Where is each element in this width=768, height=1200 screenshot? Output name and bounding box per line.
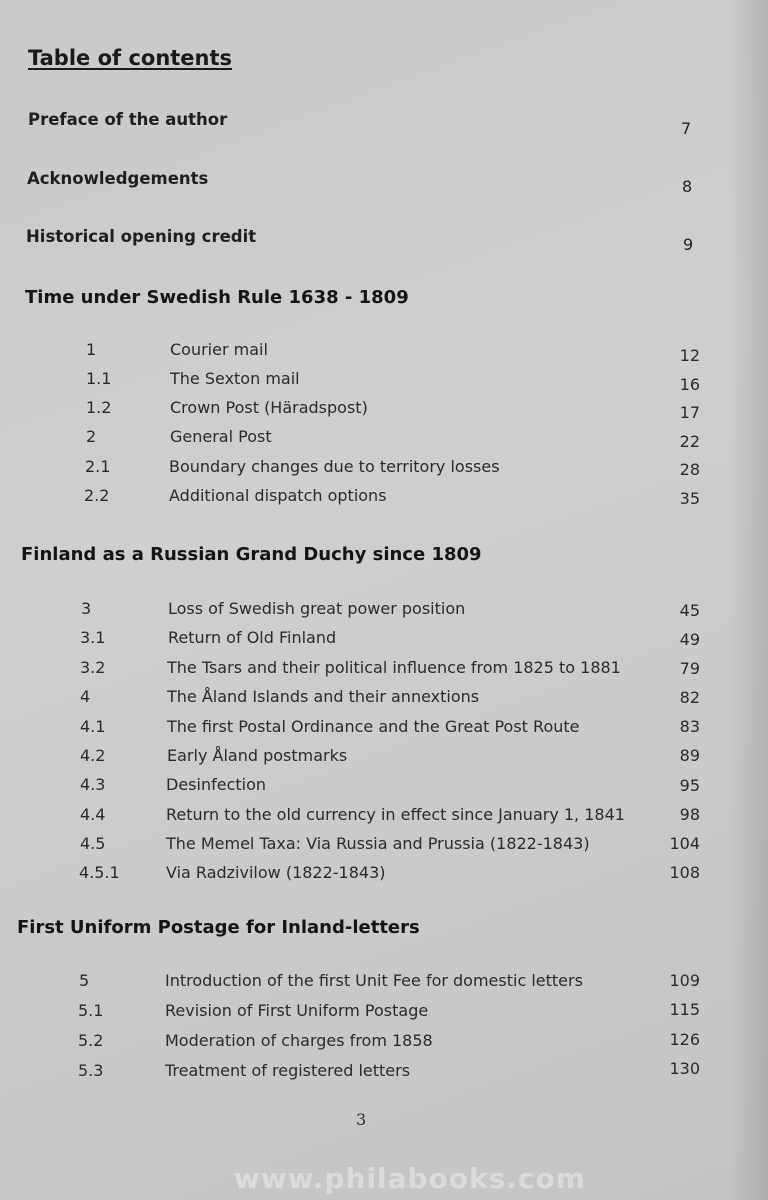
entry-page: 95: [679, 776, 700, 795]
entry-number: 1.2: [86, 398, 112, 417]
entry-page: 35: [679, 489, 700, 508]
entry-page: 115: [669, 1000, 700, 1019]
toc-title: Table of contents: [28, 46, 233, 70]
entry-number: 4.5: [80, 834, 106, 853]
entry-title: General Post: [170, 427, 272, 446]
entry-page: 79: [679, 659, 700, 678]
entry-title: Return to the old currency in effect since January 1, 1841: [166, 805, 625, 824]
entry-number: 3.1: [80, 628, 106, 647]
page-number: 3: [356, 1110, 367, 1129]
entry-title: Introduction of the first Unit Fee for domestic letters: [165, 971, 583, 990]
entry-number: 5.1: [78, 1001, 104, 1020]
entry-title: The first Postal Ordinance and the Great Post Route: [167, 717, 580, 736]
watermark: www.philabooks.com: [234, 1162, 586, 1195]
entry-number: 3.2: [80, 658, 106, 677]
entry-title: Crown Post (Häradspost): [170, 398, 368, 417]
front-matter-label: Preface of the author: [28, 110, 228, 129]
entry-page: 126: [669, 1030, 700, 1049]
entry-title: Desinfection: [166, 775, 267, 794]
front-matter-label: Historical opening credit: [26, 227, 257, 246]
entry-number: 4: [80, 687, 91, 706]
entry-page: 49: [679, 630, 700, 649]
front-matter-page: 7: [681, 119, 692, 138]
front-matter-label: Acknowledgements: [27, 169, 209, 188]
entry-number: 4.3: [80, 775, 106, 794]
entry-number: 5.2: [78, 1031, 104, 1050]
entry-page: 130: [669, 1059, 700, 1078]
entry-page: 17: [679, 403, 700, 422]
page-edge-shadow: [728, 0, 768, 1200]
entry-page: 45: [679, 601, 700, 620]
entry-number: 2: [86, 427, 97, 446]
entry-page: 83: [679, 717, 700, 736]
entry-number: 1: [86, 340, 97, 359]
entry-title: The Tsars and their political influence from 1825 to 1881: [167, 658, 621, 677]
entry-title: Return of Old Finland: [168, 628, 337, 647]
entry-title: Revision of First Uniform Postage: [165, 1001, 429, 1020]
entry-number: 2.1: [85, 457, 111, 476]
entry-title: Loss of Swedish great power position: [168, 599, 466, 618]
entry-page: 28: [679, 460, 700, 479]
front-matter-page: 8: [682, 177, 693, 196]
part-title: Time under Swedish Rule 1638 - 1809: [25, 287, 409, 308]
part-title: First Uniform Postage for Inland-letters: [17, 917, 420, 938]
entry-title: The Memel Taxa: Via Russia and Prussia (1822-1843): [166, 834, 590, 853]
entry-number: 4.5.1: [79, 863, 120, 882]
entry-page: 104: [669, 834, 700, 853]
entry-page: 109: [669, 971, 700, 990]
entry-page: 22: [679, 432, 700, 451]
entry-title: Via Radzivilow (1822-1843): [166, 863, 386, 882]
entry-number: 4.1: [80, 717, 106, 736]
entry-title: Treatment of registered letters: [165, 1061, 411, 1080]
entry-title: Additional dispatch options: [169, 486, 387, 505]
part-title: Finland as a Russian Grand Duchy since 1809: [21, 544, 482, 565]
entry-number: 1.1: [86, 369, 112, 388]
entry-number: 4.4: [80, 805, 106, 824]
entry-title: Moderation of charges from 1858: [165, 1031, 433, 1050]
entry-number: 2.2: [84, 486, 110, 505]
entry-page: 98: [679, 805, 700, 824]
entry-page: 12: [679, 346, 700, 365]
entry-page: 16: [679, 375, 700, 394]
entry-title: The Åland Islands and their annextions: [167, 687, 480, 706]
entry-number: 5.3: [78, 1061, 104, 1080]
entry-page: 89: [679, 746, 700, 765]
entry-title: Courier mail: [170, 340, 268, 359]
entry-title: Early Åland postmarks: [167, 746, 348, 765]
entry-title: Boundary changes due to territory losses: [169, 457, 500, 476]
entry-page: 108: [669, 863, 700, 882]
front-matter-page: 9: [683, 235, 694, 254]
entry-title: The Sexton mail: [170, 369, 300, 388]
entry-number: 5: [79, 971, 90, 990]
entry-page: 82: [679, 688, 700, 707]
entry-number: 3: [81, 599, 92, 618]
entry-number: 4.2: [80, 746, 106, 765]
